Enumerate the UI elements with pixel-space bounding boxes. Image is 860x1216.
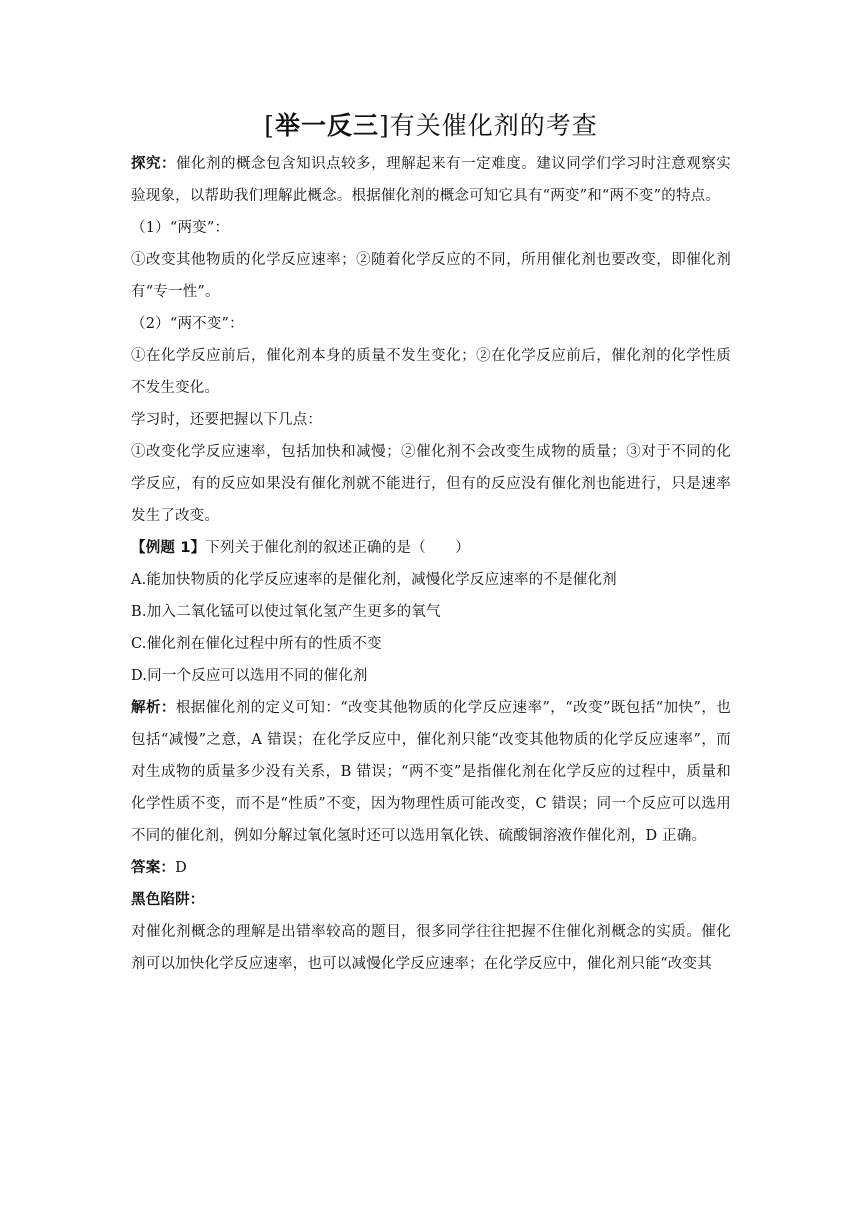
analysis-text: 根据催化剂的定义可知：“改变其他物质的化学反应速率”，“改变”既包括“加快”，也包括“减慢”之意，A 错误；在化学反应中，催化剂只能“改变其他物质的化学反应速率”，而对生成物的质量多少没有关系，B 错误；“两不变”是指催化剂在化学反应的过程中，质量和化学性质不变，而不是“性质”不变，因为物理性质可能改变，C 错误；同一个反应可以选用不同的催化剂，例如分解过氧化氢时还可以选用氧化铁、硫酸铜溶液作催化剂，D 正确。 [131, 700, 731, 844]
analysis-label: 解析： [131, 700, 176, 716]
two-changes-heading: （1）“两变”： [131, 220, 230, 236]
document-content [131, 104, 731, 980]
trap-label: 黑色陷阱： [131, 892, 205, 908]
study-text: ①改变化学反应速率，包括加快和减慢；②催化剂不会改变生成物的质量；③对于不同的化学反应，有的反应如果没有催化剂就不能进行，但有的反应没有催化剂也能进行，只是速率发生了改变。 [131, 444, 731, 524]
two-changes-text: ①改变其他物质的化学反应速率；②随着化学反应的不同，所用催化剂也要改变，即催化剂有“专一性”。 [131, 252, 731, 300]
explore-paragraph [131, 148, 731, 212]
option-d: D.同一个反应可以选用不同的催化剂 [131, 668, 368, 684]
option-c: C.催化剂在催化过程中所有的性质不变 [131, 636, 382, 652]
two-unchanged-heading: （2）“两不变”： [131, 316, 244, 332]
title-bold-part: 举一反三 [274, 111, 379, 140]
title-rest: 有关催化剂的考查 [389, 111, 598, 140]
example-question-text: 下列关于催化剂的叙述正确的是（ ） [205, 540, 470, 556]
answer-label: 答案： [131, 860, 176, 876]
answer-value: D [175, 860, 187, 876]
trap-text: 对催化剂概念的理解是出错率较高的题目，很多同学往往把握不住催化剂概念的实质。催化剂可以加快化学反应速率，也可以减慢化学反应速率；在化学反应中，催化剂只能“改变其 [131, 924, 731, 972]
title-bracket-open: [ [264, 111, 275, 140]
title-bracket-close: ] [379, 111, 390, 140]
study-intro: 学习时，还要把握以下几点： [131, 412, 323, 428]
explore-label: 探究： [131, 156, 177, 172]
analysis-paragraph [131, 692, 731, 852]
answer-line [131, 852, 731, 884]
example-question [131, 532, 731, 564]
page-title [131, 104, 731, 148]
option-b: B.加入二氧化锰可以使过氧化氢产生更多的氧气 [131, 604, 441, 620]
option-a: A.能加快物质的化学反应速率的是催化剂，减慢化学反应速率的不是催化剂 [131, 572, 617, 588]
example-label: 【例题 1】 [131, 540, 206, 556]
two-unchanged-text: ①在化学反应前后，催化剂本身的质量不发生变化；②在化学反应前后，催化剂的化学性质不发生变化。 [131, 348, 731, 396]
explore-text: 催化剂的概念包含知识点较多，理解起来有一定难度。建议同学们学习时注意观察实验现象，以帮助我们理解此概念。根据催化剂的概念可知它具有“两变”和“两不变”的特点。 [131, 156, 731, 204]
